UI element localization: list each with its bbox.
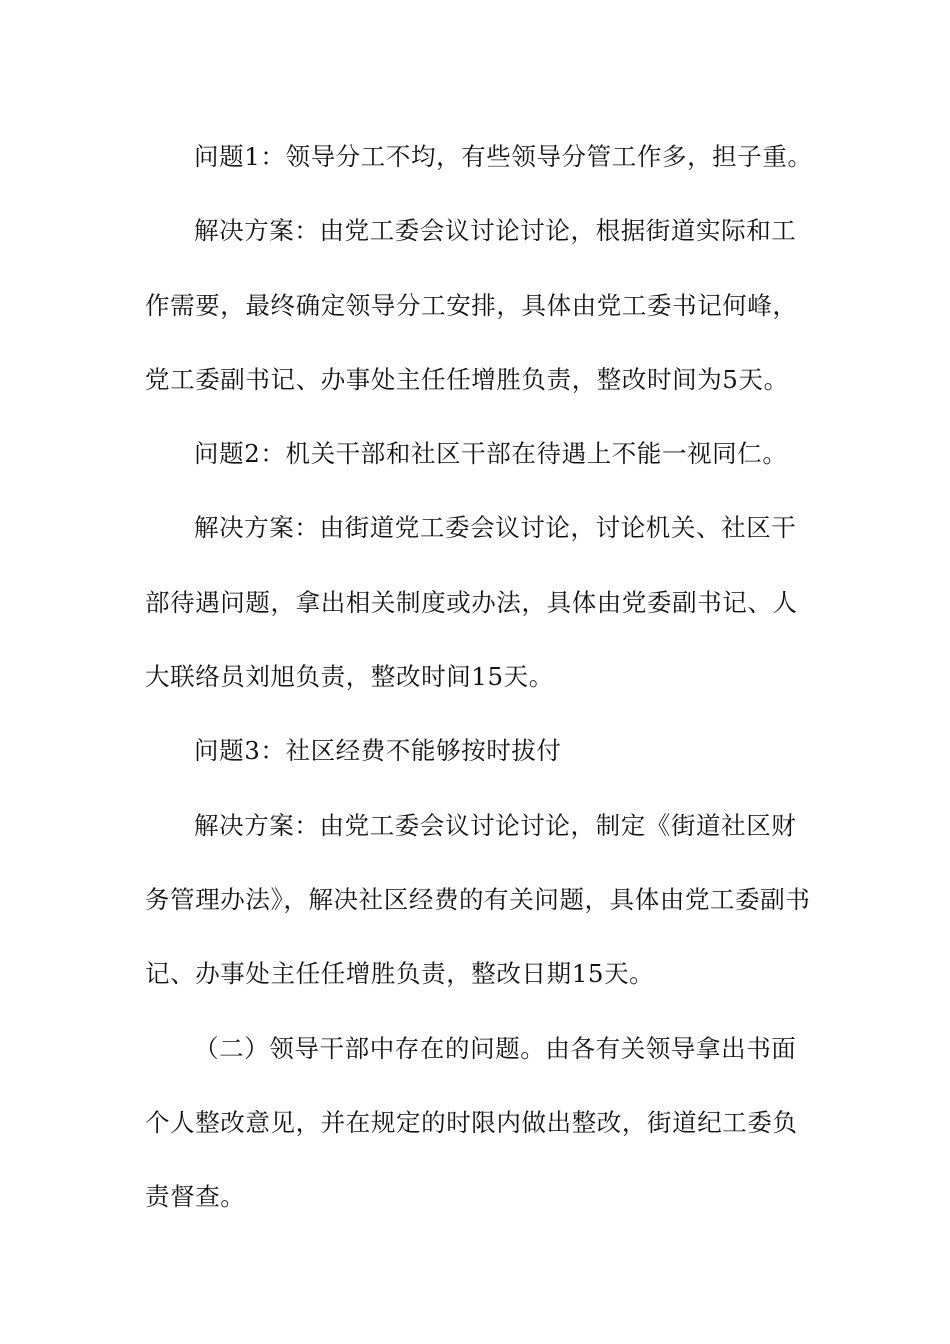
document-body [145, 120, 815, 1234]
paragraph-solution-2: 解决方案：由街道党工委会议讨论，讨论机关、社区干部待遇问题，拿出相关制度或办法，具体由党委副书记、人大联络员刘旭负责，整改时间15天。 [145, 513, 798, 692]
paragraph-problem-2: 问题2：机关干部和社区干部在待遇上不能一视同仁。 [194, 439, 788, 469]
paragraph-solution-1: 解决方案：由党工委会议讨论讨论，根据街道实际和工作需要，最终确定领导分工安排，具体由党工委书记何峰，党工委副书记、办事处主任任增胜负责，整改时间为5天。 [145, 216, 798, 394]
paragraph-problem-1: 问题1：领导分工不均，有些领导分管工作多，担子重。 [194, 142, 813, 171]
paragraph-problem-3: 问题3：社区经费不能够按时拔付 [194, 736, 562, 766]
paragraph-section-2: （二）领导干部中存在的问题。由各有关领导拿出书面个人整改意见，并在规定的时限内做出整改，街道纪工委负责督查。 [145, 1033, 798, 1212]
paragraph-solution-3: 解决方案：由党工委会议讨论讨论，制定《街道社区财务管理办法》，解决社区经费的有关问题，具体由党工委副书记、办事处主任任增胜负责，整改日期15天。 [145, 810, 811, 989]
